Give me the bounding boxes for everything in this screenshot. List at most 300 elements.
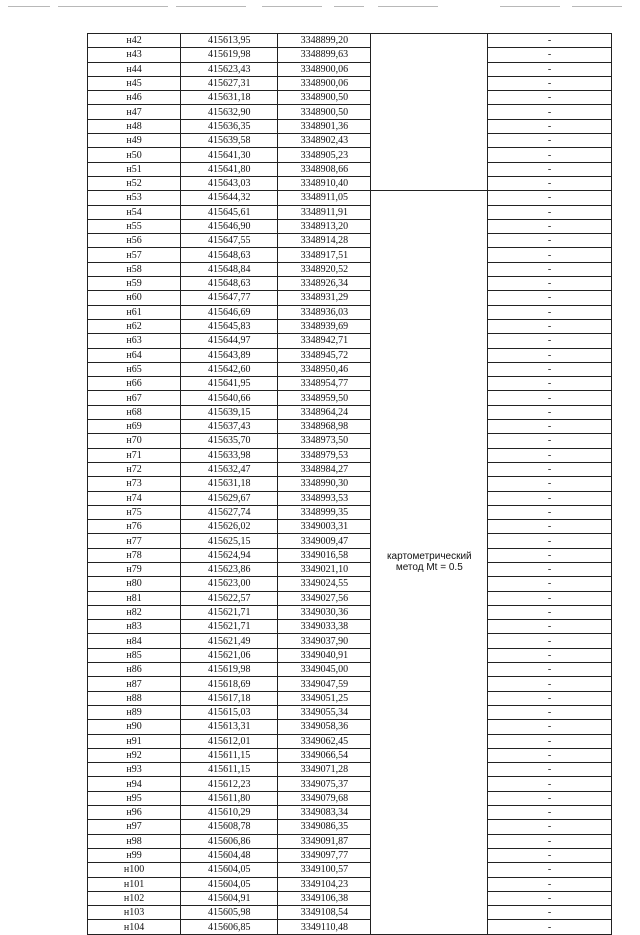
y-coordinate-cell: 3348936,03 xyxy=(278,305,371,319)
point-name-cell: н102 xyxy=(88,891,181,905)
point-name-cell: н100 xyxy=(88,863,181,877)
point-name-cell: н71 xyxy=(88,448,181,462)
dash-cell: - xyxy=(488,534,612,548)
point-name-cell: н76 xyxy=(88,520,181,534)
point-name-cell: н60 xyxy=(88,291,181,305)
x-coordinate-cell: 415645,83 xyxy=(181,319,278,333)
x-coordinate-cell: 415640,66 xyxy=(181,391,278,405)
dash-cell: - xyxy=(488,663,612,677)
y-coordinate-cell: 3349003,31 xyxy=(278,520,371,534)
table-row xyxy=(88,648,612,662)
y-coordinate-cell: 3348945,72 xyxy=(278,348,371,362)
x-coordinate-cell: 415641,30 xyxy=(181,148,278,162)
dash-cell: - xyxy=(488,76,612,90)
table-row xyxy=(88,577,612,591)
table-row xyxy=(88,277,612,291)
table-row xyxy=(88,262,612,276)
y-coordinate-cell: 3349021,10 xyxy=(278,562,371,576)
table-row xyxy=(88,720,612,734)
x-coordinate-cell: 415632,90 xyxy=(181,105,278,119)
table-row xyxy=(88,377,612,391)
y-coordinate-cell: 3348964,24 xyxy=(278,405,371,419)
point-name-cell: н80 xyxy=(88,577,181,591)
point-name-cell: н70 xyxy=(88,434,181,448)
x-coordinate-cell: 415623,00 xyxy=(181,577,278,591)
y-coordinate-cell: 3349091,87 xyxy=(278,834,371,848)
x-coordinate-cell: 415645,61 xyxy=(181,205,278,219)
dash-cell: - xyxy=(488,462,612,476)
x-coordinate-cell: 415604,48 xyxy=(181,848,278,862)
table-row xyxy=(88,234,612,248)
x-coordinate-cell: 415631,18 xyxy=(181,477,278,491)
point-name-cell: н81 xyxy=(88,591,181,605)
y-coordinate-cell: 3348959,50 xyxy=(278,391,371,405)
y-coordinate-cell: 3349110,48 xyxy=(278,920,371,934)
x-coordinate-cell: 415625,15 xyxy=(181,534,278,548)
x-coordinate-cell: 415617,18 xyxy=(181,691,278,705)
table-row xyxy=(88,562,612,576)
table-row xyxy=(88,534,612,548)
dash-cell: - xyxy=(488,420,612,434)
dash-cell: - xyxy=(488,205,612,219)
dash-cell: - xyxy=(488,348,612,362)
y-coordinate-cell: 3349045,00 xyxy=(278,663,371,677)
x-coordinate-cell: 415624,94 xyxy=(181,548,278,562)
x-coordinate-cell: 415626,02 xyxy=(181,520,278,534)
x-coordinate-cell: 415636,35 xyxy=(181,119,278,133)
y-coordinate-cell: 3349108,54 xyxy=(278,906,371,920)
x-coordinate-cell: 415623,43 xyxy=(181,62,278,76)
point-name-cell: н53 xyxy=(88,191,181,205)
y-coordinate-cell: 3349016,58 xyxy=(278,548,371,562)
point-name-cell: н79 xyxy=(88,562,181,576)
dash-cell: - xyxy=(488,219,612,233)
y-coordinate-cell: 3348926,34 xyxy=(278,277,371,291)
y-coordinate-cell: 3349071,28 xyxy=(278,763,371,777)
x-coordinate-cell: 415621,71 xyxy=(181,605,278,619)
y-coordinate-cell: 3348913,20 xyxy=(278,219,371,233)
point-name-cell: н49 xyxy=(88,134,181,148)
dash-cell: - xyxy=(488,734,612,748)
x-coordinate-cell: 415615,03 xyxy=(181,705,278,719)
dash-cell: - xyxy=(488,291,612,305)
y-coordinate-cell: 3348905,23 xyxy=(278,148,371,162)
dash-cell: - xyxy=(488,162,612,176)
x-coordinate-cell: 415629,67 xyxy=(181,491,278,505)
table-row xyxy=(88,148,612,162)
table-row xyxy=(88,162,612,176)
y-coordinate-cell: 3348954,77 xyxy=(278,377,371,391)
x-coordinate-cell: 415627,74 xyxy=(181,505,278,519)
y-coordinate-cell: 3349066,54 xyxy=(278,748,371,762)
dash-cell: - xyxy=(488,119,612,133)
dash-cell: - xyxy=(488,848,612,862)
dash-cell: - xyxy=(488,477,612,491)
y-coordinate-cell: 3348973,50 xyxy=(278,434,371,448)
point-name-cell: н65 xyxy=(88,362,181,376)
point-name-cell: н97 xyxy=(88,820,181,834)
dash-cell: - xyxy=(488,877,612,891)
point-name-cell: н74 xyxy=(88,491,181,505)
dash-cell: - xyxy=(488,176,612,190)
point-name-cell: н59 xyxy=(88,277,181,291)
dash-cell: - xyxy=(488,391,612,405)
point-name-cell: н56 xyxy=(88,234,181,248)
table-row xyxy=(88,505,612,519)
dash-cell: - xyxy=(488,191,612,205)
table-row xyxy=(88,305,612,319)
x-coordinate-cell: 415643,03 xyxy=(181,176,278,190)
point-name-cell: н57 xyxy=(88,248,181,262)
y-coordinate-cell: 3348931,29 xyxy=(278,291,371,305)
dash-cell: - xyxy=(488,248,612,262)
table-row xyxy=(88,863,612,877)
dash-cell: - xyxy=(488,334,612,348)
point-name-cell: н51 xyxy=(88,162,181,176)
x-coordinate-cell: 415619,98 xyxy=(181,48,278,62)
y-coordinate-cell: 3349058,36 xyxy=(278,720,371,734)
method-cell xyxy=(371,191,488,934)
dash-cell: - xyxy=(488,305,612,319)
y-coordinate-cell: 3348968,98 xyxy=(278,420,371,434)
dash-cell: - xyxy=(488,520,612,534)
table-row xyxy=(88,663,612,677)
y-coordinate-cell: 3349079,68 xyxy=(278,791,371,805)
y-coordinate-cell: 3348899,20 xyxy=(278,34,371,48)
point-name-cell: н64 xyxy=(88,348,181,362)
dash-cell: - xyxy=(488,891,612,905)
table-row xyxy=(88,76,612,90)
dash-cell: - xyxy=(488,920,612,934)
x-coordinate-cell: 415621,06 xyxy=(181,648,278,662)
y-coordinate-cell: 3349027,56 xyxy=(278,591,371,605)
point-name-cell: н66 xyxy=(88,377,181,391)
table-row xyxy=(88,391,612,405)
table-row xyxy=(88,91,612,105)
x-coordinate-cell: 415639,15 xyxy=(181,405,278,419)
y-coordinate-cell: 3348910,40 xyxy=(278,176,371,190)
x-coordinate-cell: 415647,77 xyxy=(181,291,278,305)
table-row xyxy=(88,62,612,76)
y-coordinate-cell: 3349051,25 xyxy=(278,691,371,705)
point-name-cell: н99 xyxy=(88,848,181,862)
dash-cell: - xyxy=(488,705,612,719)
y-coordinate-cell: 3348908,66 xyxy=(278,162,371,176)
point-name-cell: н88 xyxy=(88,691,181,705)
table-row xyxy=(88,334,612,348)
table-row xyxy=(88,319,612,333)
table-row xyxy=(88,248,612,262)
point-name-cell: н92 xyxy=(88,748,181,762)
y-coordinate-cell: 3349009,47 xyxy=(278,534,371,548)
point-name-cell: н54 xyxy=(88,205,181,219)
x-coordinate-cell: 415611,80 xyxy=(181,791,278,805)
x-coordinate-cell: 415604,91 xyxy=(181,891,278,905)
table-row xyxy=(88,677,612,691)
x-coordinate-cell: 415605,98 xyxy=(181,906,278,920)
y-coordinate-cell: 3349033,38 xyxy=(278,620,371,634)
method-accuracy: метод Mt = 0.5 xyxy=(395,562,463,574)
table-row xyxy=(88,891,612,905)
table-row xyxy=(88,420,612,434)
point-name-cell: н43 xyxy=(88,48,181,62)
dash-cell: - xyxy=(488,634,612,648)
table-row xyxy=(88,763,612,777)
table-row xyxy=(88,920,612,934)
x-coordinate-cell: 415612,23 xyxy=(181,777,278,791)
method-cell-empty xyxy=(371,34,488,191)
x-coordinate-cell: 415619,98 xyxy=(181,663,278,677)
point-name-cell: н104 xyxy=(88,920,181,934)
y-coordinate-cell: 3349055,34 xyxy=(278,705,371,719)
point-name-cell: н85 xyxy=(88,648,181,662)
point-name-cell: н62 xyxy=(88,319,181,333)
y-coordinate-cell: 3348900,50 xyxy=(278,105,371,119)
dash-cell: - xyxy=(488,448,612,462)
dash-cell: - xyxy=(488,262,612,276)
x-coordinate-cell: 415604,05 xyxy=(181,863,278,877)
dash-cell: - xyxy=(488,577,612,591)
y-coordinate-cell: 3348979,53 xyxy=(278,448,371,462)
x-coordinate-cell: 415618,69 xyxy=(181,677,278,691)
table-row xyxy=(88,134,612,148)
dash-cell: - xyxy=(488,863,612,877)
x-coordinate-cell: 415604,05 xyxy=(181,877,278,891)
dash-cell: - xyxy=(488,48,612,62)
y-coordinate-cell: 3348917,51 xyxy=(278,248,371,262)
table-row xyxy=(88,448,612,462)
point-name-cell: н52 xyxy=(88,176,181,190)
dash-cell: - xyxy=(488,405,612,419)
x-coordinate-cell: 415606,86 xyxy=(181,834,278,848)
dash-cell: - xyxy=(488,648,612,662)
y-coordinate-cell: 3349037,90 xyxy=(278,634,371,648)
point-name-cell: н94 xyxy=(88,777,181,791)
y-coordinate-cell: 3348993,53 xyxy=(278,491,371,505)
table-row xyxy=(88,705,612,719)
point-name-cell: н95 xyxy=(88,791,181,805)
point-name-cell: н44 xyxy=(88,62,181,76)
point-name-cell: н72 xyxy=(88,462,181,476)
x-coordinate-cell: 415641,95 xyxy=(181,377,278,391)
dash-cell: - xyxy=(488,562,612,576)
point-name-cell: н50 xyxy=(88,148,181,162)
point-name-cell: н91 xyxy=(88,734,181,748)
x-coordinate-cell: 415608,78 xyxy=(181,820,278,834)
point-name-cell: н69 xyxy=(88,420,181,434)
table-row xyxy=(88,291,612,305)
x-coordinate-cell: 415637,43 xyxy=(181,420,278,434)
point-name-cell: н78 xyxy=(88,548,181,562)
dash-cell: - xyxy=(488,806,612,820)
y-coordinate-cell: 3349030,36 xyxy=(278,605,371,619)
x-coordinate-cell: 415622,57 xyxy=(181,591,278,605)
x-coordinate-cell: 415627,31 xyxy=(181,76,278,90)
dash-cell: - xyxy=(488,362,612,376)
point-name-cell: н87 xyxy=(88,677,181,691)
point-name-cell: н83 xyxy=(88,620,181,634)
table-row xyxy=(88,877,612,891)
table-row xyxy=(88,462,612,476)
x-coordinate-cell: 415606,85 xyxy=(181,920,278,934)
y-coordinate-cell: 3349104,23 xyxy=(278,877,371,891)
point-name-cell: н84 xyxy=(88,634,181,648)
x-coordinate-cell: 415646,90 xyxy=(181,219,278,233)
y-coordinate-cell: 3349024,55 xyxy=(278,577,371,591)
y-coordinate-cell: 3349040,91 xyxy=(278,648,371,662)
x-coordinate-cell: 415635,70 xyxy=(181,434,278,448)
point-name-cell: н103 xyxy=(88,906,181,920)
x-coordinate-cell: 415613,31 xyxy=(181,720,278,734)
dash-cell: - xyxy=(488,34,612,48)
table-row xyxy=(88,777,612,791)
y-coordinate-cell: 3348899,63 xyxy=(278,48,371,62)
x-coordinate-cell: 415643,89 xyxy=(181,348,278,362)
dash-cell: - xyxy=(488,105,612,119)
y-coordinate-cell: 3349047,59 xyxy=(278,677,371,691)
point-name-cell: н93 xyxy=(88,763,181,777)
table-row xyxy=(88,806,612,820)
coordinates-table xyxy=(87,33,612,935)
point-name-cell: н75 xyxy=(88,505,181,519)
y-coordinate-cell: 3348920,52 xyxy=(278,262,371,276)
table-row xyxy=(88,820,612,834)
x-coordinate-cell: 415646,69 xyxy=(181,305,278,319)
dash-cell: - xyxy=(488,505,612,519)
point-name-cell: н58 xyxy=(88,262,181,276)
y-coordinate-cell: 3348900,06 xyxy=(278,76,371,90)
point-name-cell: н68 xyxy=(88,405,181,419)
table-row xyxy=(88,205,612,219)
table-row xyxy=(88,734,612,748)
y-coordinate-cell: 3348939,69 xyxy=(278,319,371,333)
x-coordinate-cell: 415633,98 xyxy=(181,448,278,462)
point-name-cell: н61 xyxy=(88,305,181,319)
y-coordinate-cell: 3348902,43 xyxy=(278,134,371,148)
dash-cell: - xyxy=(488,777,612,791)
point-name-cell: н101 xyxy=(88,877,181,891)
table-row xyxy=(88,605,612,619)
table-row xyxy=(88,362,612,376)
coordinates-table-body xyxy=(88,34,612,935)
scan-artifact-line xyxy=(0,6,640,8)
y-coordinate-cell: 3349100,57 xyxy=(278,863,371,877)
dash-cell: - xyxy=(488,319,612,333)
y-coordinate-cell: 3348901,36 xyxy=(278,119,371,133)
table-row xyxy=(88,848,612,862)
x-coordinate-cell: 415648,63 xyxy=(181,248,278,262)
point-name-cell: н45 xyxy=(88,76,181,90)
dash-cell: - xyxy=(488,620,612,634)
dash-cell: - xyxy=(488,377,612,391)
y-coordinate-cell: 3348942,71 xyxy=(278,334,371,348)
table-row xyxy=(88,620,612,634)
y-coordinate-cell: 3348900,50 xyxy=(278,91,371,105)
dash-cell: - xyxy=(488,820,612,834)
x-coordinate-cell: 415648,63 xyxy=(181,277,278,291)
y-coordinate-cell: 3349062,45 xyxy=(278,734,371,748)
point-name-cell: н55 xyxy=(88,219,181,233)
x-coordinate-cell: 415632,47 xyxy=(181,462,278,476)
dash-cell: - xyxy=(488,763,612,777)
x-coordinate-cell: 415623,86 xyxy=(181,562,278,576)
x-coordinate-cell: 415641,80 xyxy=(181,162,278,176)
x-coordinate-cell: 415613,95 xyxy=(181,34,278,48)
table-row xyxy=(88,491,612,505)
y-coordinate-cell: 3348911,05 xyxy=(278,191,371,205)
y-coordinate-cell: 3349083,34 xyxy=(278,806,371,820)
y-coordinate-cell: 3348990,30 xyxy=(278,477,371,491)
table-row xyxy=(88,691,612,705)
y-coordinate-cell: 3348984,27 xyxy=(278,462,371,476)
table-row xyxy=(88,176,612,190)
dash-cell: - xyxy=(488,277,612,291)
y-coordinate-cell: 3349086,35 xyxy=(278,820,371,834)
dash-cell: - xyxy=(488,134,612,148)
point-name-cell: н98 xyxy=(88,834,181,848)
x-coordinate-cell: 415642,60 xyxy=(181,362,278,376)
y-coordinate-cell: 3348914,28 xyxy=(278,234,371,248)
dash-cell: - xyxy=(488,62,612,76)
table-row xyxy=(88,834,612,848)
table-row xyxy=(88,434,612,448)
dash-cell: - xyxy=(488,720,612,734)
table-row xyxy=(88,791,612,805)
point-name-cell: н73 xyxy=(88,477,181,491)
table-row xyxy=(88,191,612,205)
point-name-cell: н63 xyxy=(88,334,181,348)
x-coordinate-cell: 415621,71 xyxy=(181,620,278,634)
dash-cell: - xyxy=(488,906,612,920)
dash-cell: - xyxy=(488,491,612,505)
dash-cell: - xyxy=(488,791,612,805)
table-row xyxy=(88,634,612,648)
dash-cell: - xyxy=(488,434,612,448)
point-name-cell: н77 xyxy=(88,534,181,548)
table-row xyxy=(88,520,612,534)
table-row xyxy=(88,219,612,233)
table-row xyxy=(88,405,612,419)
dash-cell: - xyxy=(488,748,612,762)
dash-cell: - xyxy=(488,91,612,105)
x-coordinate-cell: 415631,18 xyxy=(181,91,278,105)
point-name-cell: н67 xyxy=(88,391,181,405)
table-row xyxy=(88,591,612,605)
y-coordinate-cell: 3349097,77 xyxy=(278,848,371,862)
x-coordinate-cell: 415648,84 xyxy=(181,262,278,276)
x-coordinate-cell: 415612,01 xyxy=(181,734,278,748)
x-coordinate-cell: 415639,58 xyxy=(181,134,278,148)
dash-cell: - xyxy=(488,691,612,705)
table-row xyxy=(88,48,612,62)
dash-cell: - xyxy=(488,834,612,848)
x-coordinate-cell: 415621,49 xyxy=(181,634,278,648)
dash-cell: - xyxy=(488,148,612,162)
table-row xyxy=(88,906,612,920)
point-name-cell: н90 xyxy=(88,720,181,734)
point-name-cell: н46 xyxy=(88,91,181,105)
dash-cell: - xyxy=(488,548,612,562)
point-name-cell: н96 xyxy=(88,806,181,820)
method-name: картометрический xyxy=(386,551,472,563)
table-row xyxy=(88,548,612,562)
table-row xyxy=(88,119,612,133)
x-coordinate-cell: 415611,15 xyxy=(181,748,278,762)
x-coordinate-cell: 415610,29 xyxy=(181,806,278,820)
y-coordinate-cell: 3348911,91 xyxy=(278,205,371,219)
x-coordinate-cell: 415647,55 xyxy=(181,234,278,248)
dash-cell: - xyxy=(488,591,612,605)
